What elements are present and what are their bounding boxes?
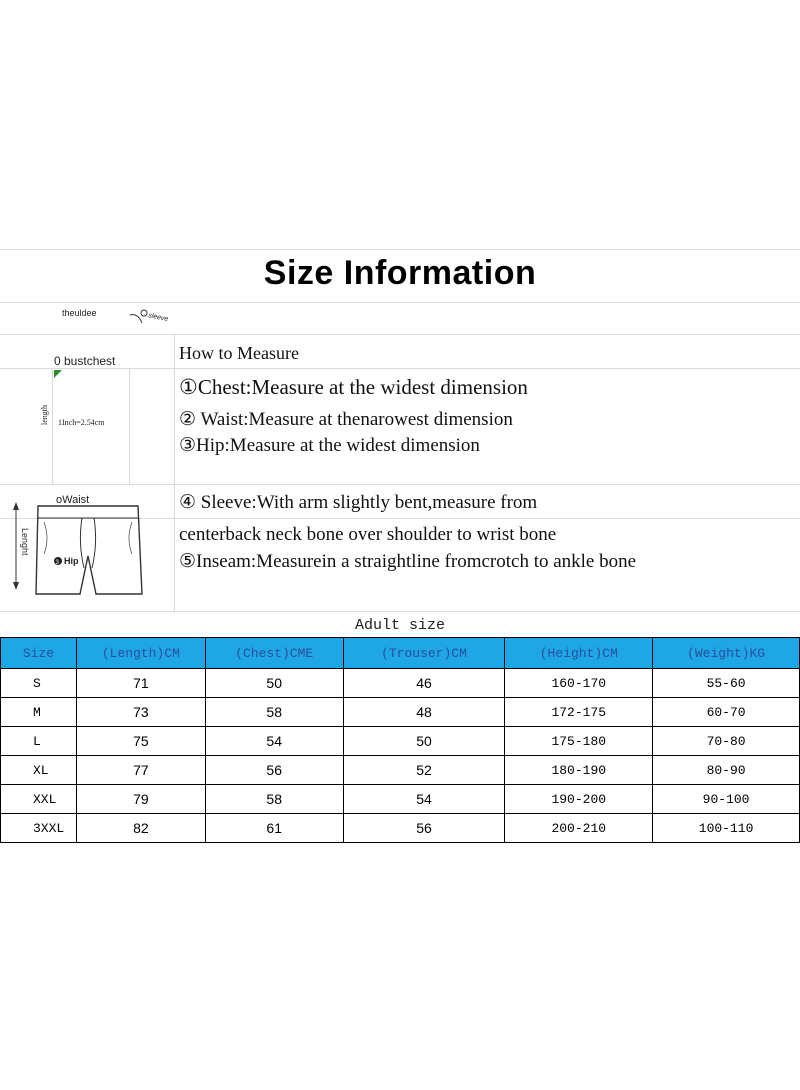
cell-size: S <box>1 669 77 698</box>
cell-height: 175-180 <box>505 727 653 756</box>
cell-trouser: 48 <box>343 698 505 727</box>
header-size: Size <box>1 638 77 669</box>
cell-size: XL <box>1 756 77 785</box>
cell-weight: 90-100 <box>653 785 800 814</box>
cell-trouser: 50 <box>343 727 505 756</box>
table-caption: Adult size <box>354 617 445 634</box>
cell-length: 71 <box>76 669 205 698</box>
cell-length: 79 <box>76 785 205 814</box>
cell-height: 190-200 <box>505 785 653 814</box>
table-row <box>1 814 800 843</box>
gridline <box>0 611 800 612</box>
header-height: (Height)CM <box>505 638 653 669</box>
cell-trouser: 56 <box>343 814 505 843</box>
diagram-label-inch: 1Inch=2.54cm <box>58 418 105 427</box>
cell-size: L <box>1 727 77 756</box>
cell-weight: 55-60 <box>653 669 800 698</box>
instruction-chest: ①Chest:Measure at the widest dimension <box>179 375 528 399</box>
cell-chest: 58 <box>205 698 343 727</box>
cell-weight: 80-90 <box>653 756 800 785</box>
cell-length: 82 <box>76 814 205 843</box>
table-row <box>1 756 800 785</box>
sleeve-icon <box>128 305 178 329</box>
header-trouser: (Trouser)CM <box>343 638 505 669</box>
diagram-label-lenght: Lenght <box>20 528 30 556</box>
size-table <box>0 637 800 843</box>
cell-height: 172-175 <box>505 698 653 727</box>
gridline <box>0 302 800 303</box>
cell-length: 75 <box>76 727 205 756</box>
cell-size: 3XXL <box>1 814 77 843</box>
svg-text:3: 3 <box>55 560 59 566</box>
diagram-label-waist: oWaist <box>56 494 90 506</box>
gridline <box>0 334 800 335</box>
instruction-hip: ③Hip:Measure at the widest dimension <box>179 435 480 456</box>
cell-height: 200-210 <box>505 814 653 843</box>
cell-length: 77 <box>76 756 205 785</box>
header-chest: (Chest)CME <box>205 638 343 669</box>
table-row <box>1 698 800 727</box>
header-weight: (Weight)KG <box>653 638 800 669</box>
gridline <box>52 368 53 484</box>
cell-height: 160-170 <box>505 669 653 698</box>
instruction-waist: ② Waist:Measure at thenarowest dimension <box>179 409 513 430</box>
how-to-measure-heading: How to Measure <box>179 343 299 363</box>
gridline <box>0 484 800 485</box>
cell-height: 180-190 <box>505 756 653 785</box>
cell-size: M <box>1 698 77 727</box>
shorts-diagram-icon <box>8 498 168 608</box>
cell-chest: 50 <box>205 669 343 698</box>
cell-chest: 58 <box>205 785 343 814</box>
cell-weight: 70-80 <box>653 727 800 756</box>
gridline <box>0 249 800 250</box>
diagram-label-sleeve: sleeve <box>147 312 169 324</box>
cell-chest: 56 <box>205 756 343 785</box>
instruction-sleeve: ④ Sleeve:With arm slightly bent,measure from <box>179 492 538 513</box>
page-title: Size Information <box>263 254 537 292</box>
cell-trouser: 46 <box>343 669 505 698</box>
table-row <box>1 727 800 756</box>
gridline <box>129 368 130 484</box>
table-row <box>1 669 800 698</box>
diagram-label-bustchest: 0 bustchest <box>54 354 116 368</box>
cell-size: XXL <box>1 785 77 814</box>
instruction-inseam: ⑤Inseam:Measurein a straightline fromcrotch to ankle bone <box>179 551 637 572</box>
gridline <box>174 334 175 611</box>
diagram-label-length: length <box>40 405 49 425</box>
table-header-row <box>1 638 800 669</box>
table-row <box>1 785 800 814</box>
cell-length: 73 <box>76 698 205 727</box>
gridline <box>0 368 800 369</box>
cell-weight: 60-70 <box>653 698 800 727</box>
cell-trouser: 52 <box>343 756 505 785</box>
diagram-label-theuldee: theuldee <box>62 308 97 318</box>
cell-marker-icon <box>54 370 62 378</box>
cell-weight: 100-110 <box>653 814 800 843</box>
cell-trouser: 54 <box>343 785 505 814</box>
cell-chest: 54 <box>205 727 343 756</box>
header-length: (Length)CM <box>76 638 205 669</box>
cell-chest: 61 <box>205 814 343 843</box>
diagram-label-hip: Hip <box>64 556 79 566</box>
instruction-sleeve-cont: centerback neck bone over shoulder to wrist bone <box>179 524 557 545</box>
